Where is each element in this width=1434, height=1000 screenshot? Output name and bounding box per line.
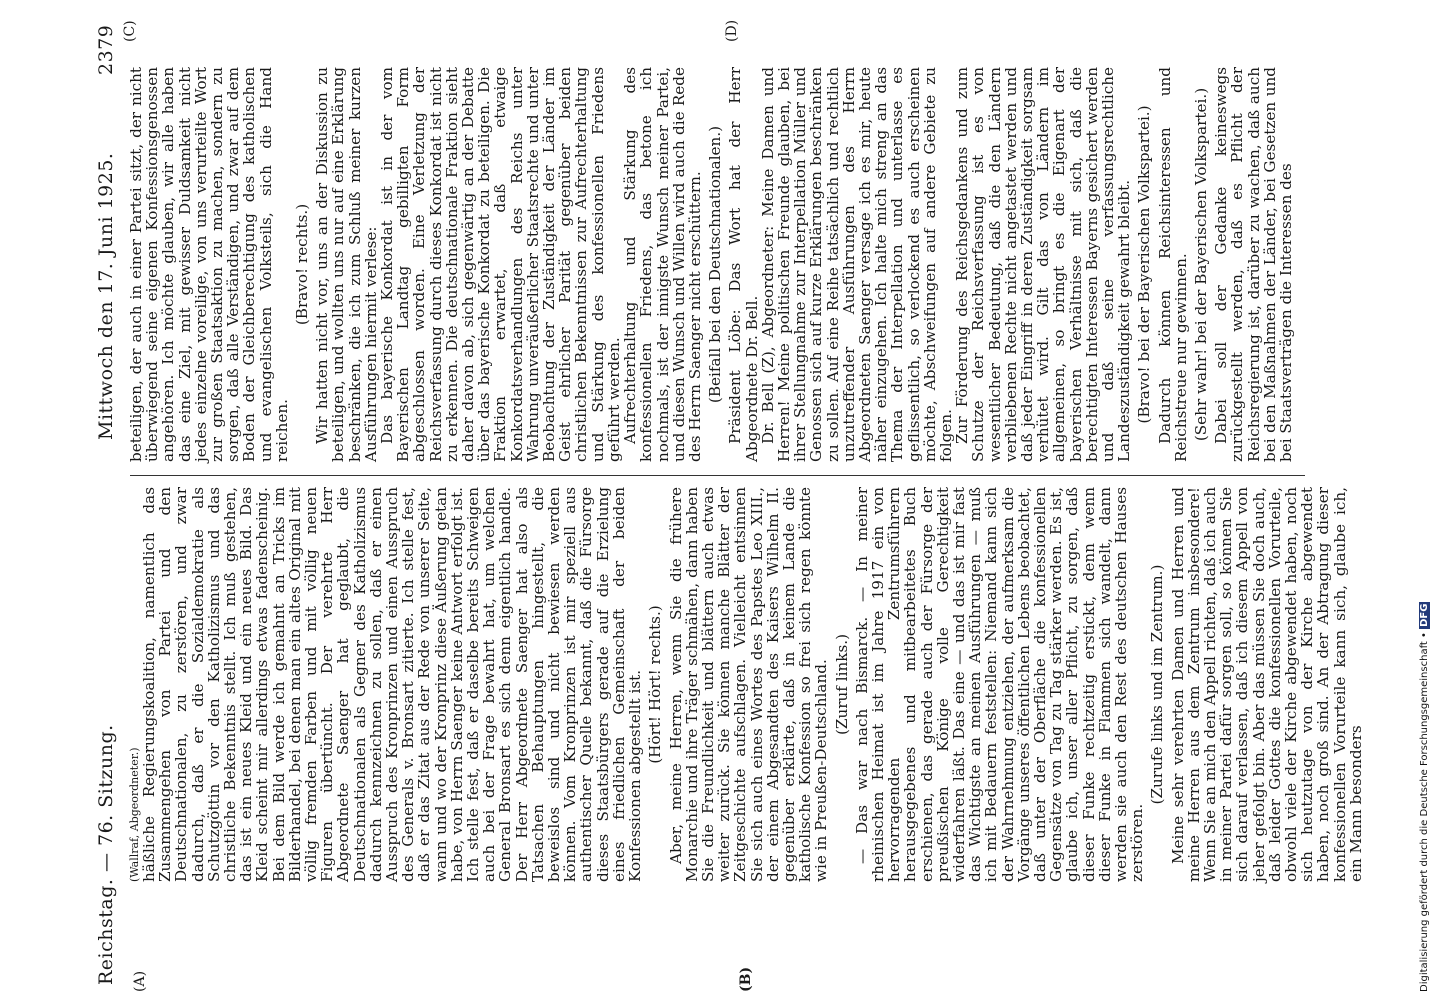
left-column [128, 487, 1364, 882]
column-divider [130, 475, 1305, 476]
paragraph: Dabei soll der Gedanke keineswegs zurückgestellt werden, daß es Pflicht der Reichsregierung ist, darüber zu wachen, daß auch bei den Maßnahmen der Länder, bei Gesetzen und bei Staatsverträgen die Interessen des [1212, 67, 1296, 462]
paragraph: Dadurch können Reichsinteressen und Reichstreue nur gewinnen. [1155, 67, 1190, 462]
paragraph: häßliche Regierungskoalition, namentlich das Zusammengehen von Partei und den Deutschnationalen, zu zerstören, und zwar dadurch, daß er die Sozialdemokratie als Schutzgöttin vor den Katholizismus und das christliche Bekenntnis stellt. Ich muß gestehen, das ist ein neues Kleid und ein neues Bild. Das Kleid scheint mir allerdings etwas fadenscheinig. Bei dem Bild werde ich gemahnt an Tricks im Bilderhandel, bei denen man ein altes Original mit völlig fremden Farben und mit völlig neuen Figuren übertüncht. Der verehrte Herr Abgeordnete Saenger hat geglaubt, die Deutschnationalen als Gegner des Katholizismus dadurch kennzeichnen zu sollen, daß er einen Ausspruch des Kronprinzen und einen Ausspruch des Generals v. Bronsart zitierte. Ich stelle fest, daß er das Zitat aus der Rede von unserer Seite, wann und wo der Kronprinz diese Äußerung getan habe, von Herrn Saenger keine Antwort erfolgt ist. Ich stelle fest, daß er daselbe bereits Schweigen auch bei der Frage bewahrt hat, um welchen General Bronsart es sich denn eigentlich handle. Der Herr Abgeordnete Saenger hat also als Tatsachen Behauptungen hingestellt, die beweislos sind und nicht bewiesen werden können. Vom Kronprinzen ist mir speziell aus authentischer Quelle bekannt, daß die Fürsorge dieses Staatsbürgers gerade auf die Erzielung eines friedlichen Gemeinschaft der beiden Konfessionen abgestellt ist. [140, 487, 645, 882]
dfg-logo: DFG [1419, 603, 1430, 627]
margin-mark-c: (C) [122, 20, 138, 42]
quoted-declaration: Das bayerische Konkordat ist in der vom Bayerischen Landtag gebilligten Form abgeschlossen worden. Eine Verletzung der Reichsverfassung durch dieses Konkordat ist nicht zu erkennen. Die deutschnationale Fraktion sieht daher davon ab, sich gegenwärtig an der Debatte über das bayerische Konkordat zu beteiligen. Die Fraktion erwartet, daß etwaige Konkordatsverhandlungen des Reichs unter Wahrung unveräußerlicher Staatsrechte und unter Beobachtung der Zuständigkeit der Länder im Geist ehrlicher Parität gegenüber beiden christlichen Bekenntnissen zur Aufrechterhaltung und Stärkung des konfessionellen Friedens geführt werden. [378, 67, 623, 462]
speaker-tag: (Wallraf, Abgeordneter.) [128, 747, 141, 882]
paragraph: Aufrechterhaltung und Stärkung des konfessionellen Friedens, das betone ich nochmals, ist der innigste Wunsch meiner Partei, und diesen Wunsch und Willen wird auch die Rede des Herrn Saenger nicht erschüttern. [621, 67, 704, 462]
interjection: (Beifall bei den Deutschnationalen.) [706, 125, 725, 404]
header-session: Reichstag. — 76. Sitzung. [95, 724, 117, 985]
paragraph: Zur Förderung des Reichsgedankens und zum Schutze der Reichsverfassung ist es von wesentlicher Bedeutung, daß die den Ländern verbliebenen Rechte nicht angetastet werden und daß jeder Eingriff in deren Zuständigkeit sorgsam verhütet wird. Gilt das von Ländern im allgemeinen, so bringt es die Eigenart der bayerischen Verhältnisse mit sich, daß die berechtigten Interessen Bayerns gesichert werden und daß seine verfassungsrechtliche Landeszuständigkeit gewahrt bleibt. [953, 67, 1134, 462]
president-remark: Präsident Löbe: Das Wort hat der Herr Abgeordnete Dr. Bell. [726, 67, 761, 462]
margin-mark-a: (A) [132, 970, 148, 992]
right-column [128, 67, 1294, 462]
page-header [95, 0, 123, 1000]
paragraph: Wir hatten nicht vor, uns an der Diskussion zu beteiligen, und wollten uns nur auf eine Erklärung beschränken, die ich zum Schluß meiner kurzen Ausführungen hiermit verlese: [313, 67, 380, 462]
page-number: 2379 [95, 24, 117, 75]
margin-mark-b: (B) [738, 966, 754, 992]
paragraph: Dr. Bell (Z), Abgeordneter: Meine Damen und Herren! Meine politischen Freunde glauben, bei ihrer Stellungnahme zur Interpellation Müller und Genossen sich auf kurze Erklärungen beschränken zu sollen. Auf eine Reihe tatsächlich und rechtlich unzutreffender Ausführungen des Herrn Abgeordneten Saenger versage ich es mir, heute näher einzugehen. Ich halte mich streng an das Thema der Interpellation und unterlasse es geflissentlich, so verlockend es auch erscheinen möchte, Abschweifungen auf andere Gebiete zu folgen. [758, 67, 955, 462]
interjection: (Sehr wahr! bei der Bayerischen Volkspartei.) [1192, 87, 1210, 442]
paragraph: beteiligen, der auch in einer Partei sitzt, der nicht überwiegend seine eigenen Konfessionsgenossen angehören. Ich möchte glauben, wir alle haben das eine Ziel, mit gewisser Duldsamkeit nicht jedes einzelne voreilige, von uns verurteilte Wort zur großen Staatsaktion zu machen, sondern zu sorgen, daß alle Verständigen, und zwar auf dem Boden der Gleichberechtigung des katholischen und evangelischen Volksteils, sich die Hand reichen. [127, 67, 291, 462]
header-date: Mittwoch den 17. Juni 1925. [95, 152, 117, 440]
interjection: (Hört! Hört! rechts.) [646, 605, 665, 764]
margin-mark-d: (D) [724, 19, 740, 42]
paragraph: Aber, meine Herren, wenn Sie die frühere Monarchie und ihre Träger schmähen, dann haben Sie die Freundlichkeit und blättern auch etwas weiter zurück. Sie können manche Blätter der Zeitgeschichte aufschlagen. Vielleicht entsinnen Sie sich auch eines Wortes des Papstes Leo XIII., der einem Abgesandten des Kaisers Wilhelm II. gegenüber erklärte, daß in keinem Lande die katholische Konfession so frei sich regen könnte wie in Preußen-Deutschland. [666, 487, 831, 882]
interjection: (Bravo! bei der Bayerischen Volkspartei.) [1135, 105, 1154, 424]
interjection: (Bravo! rechts.) [293, 203, 312, 326]
paragraph: — Das war nach Bismarck. — In meiner rheinischen Heimat ist im Jahre 1917 ein von hervorragenden Zentrumsführern herausgegebenes und mitbearbeitetes Buch erschienen, das gerade auch der Fürsorge der preußischen Könige volle Gerechtigkeit widerfahren läßt. Das eine — und das ist mir fast das Wichtigste an meinen Ausführungen — muß ich mit Bedauern feststellen: Niemand kann sich der Wahrnehmung entziehen, der aufmerksam die Vorgänge unseres öffentlichen Lebens beobachtet, daß unter der Oberfläche die konfessionellen Gegensätze von Tag zu Tag stärker werden. Es ist, glaube ich, unser aller Pflicht, zu sorgen, daß dieser Funke rechtzeitig erstickt, denn wenn dieser Funke in Flammen sich wandelt, dann werden sie auch den Rest des deutschen Hauses zerstören. [852, 487, 1147, 882]
paragraph: Meine sehr verehrten Damen und Herren und meine Herren aus dem Zentrum insbesondere! Wenn Sie an mich den Appell richten, daß ich auch in meiner Partei dafür sorgen soll, so können Sie sich darauf verlassen, daß ich diesem Appell von jeher gefolgt bin. Aber das müssen Sie doch auch, daß leider Gottes die konfessionellen Vorurteile, obwohl viele der Kirche abgewendet haben, noch sich heutzutage von der Kirche abgewendet haben, noch groß sind. An der Abtragung dieser konfessionellen Vorurteile kann sich, glaube ich, ein Mann besonders [1168, 487, 1365, 882]
digitization-note [1418, 8, 1432, 992]
interjection: (Zuruf links.) [832, 634, 851, 735]
interjection: (Zurufe links und im Zentrum.) [1148, 564, 1167, 805]
digitization-text: Digitalisierung gefördert durch die Deutsche Forschungsgemeinschaft • [1419, 632, 1430, 992]
